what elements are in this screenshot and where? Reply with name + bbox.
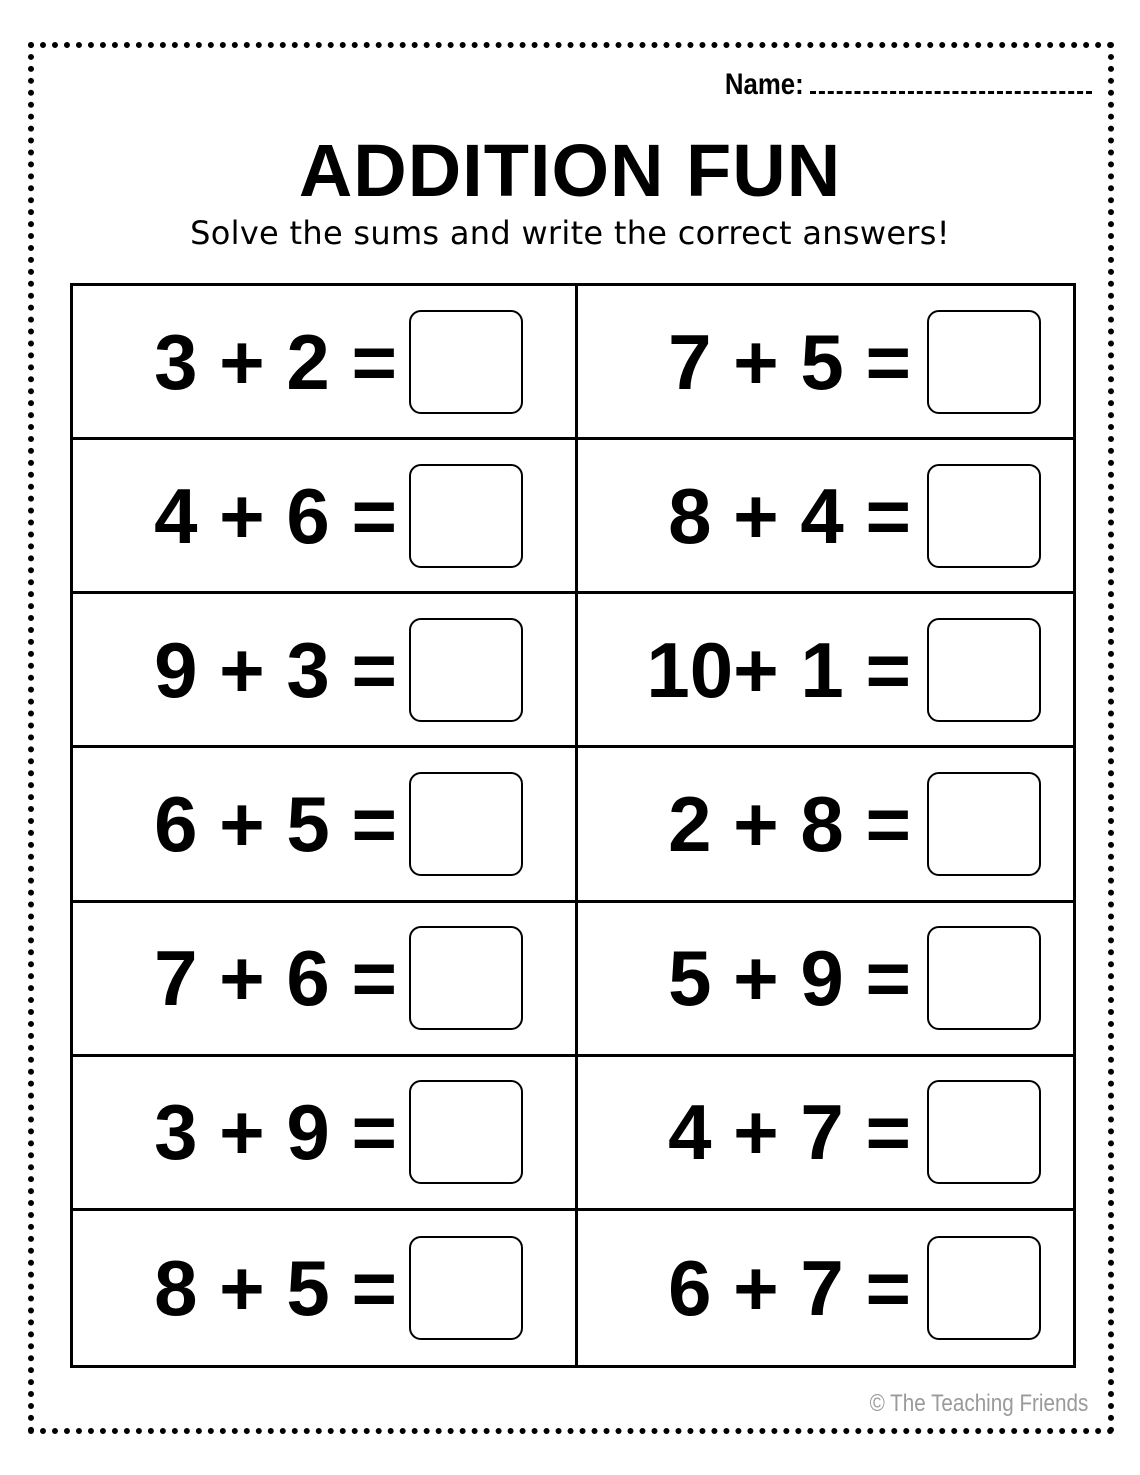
worksheet-title: ADDITION FUN (298, 129, 842, 212)
name-blank-line[interactable] (810, 69, 1092, 94)
problem-cell (578, 903, 1073, 1057)
equation: 2 + 8 = (668, 779, 911, 868)
answer-box[interactable] (409, 772, 523, 876)
answer-box[interactable] (409, 310, 523, 414)
equation: 8 + 4 = (668, 471, 911, 560)
equation: 6 + 7 = (668, 1243, 911, 1332)
problem-cell (578, 1057, 1073, 1211)
equation: 10+ 1 = (646, 625, 911, 714)
equation: 4 + 7 = (668, 1088, 911, 1177)
answer-box[interactable] (927, 310, 1041, 414)
problem-cell (73, 594, 578, 748)
answer-box[interactable] (927, 772, 1041, 876)
name-field[interactable] (712, 68, 1092, 102)
worksheet-instructions: Solve the sums and write the correct answers! (190, 214, 950, 252)
problem-cell (73, 286, 578, 440)
problem-cell (578, 286, 1073, 440)
problem-cell (578, 748, 1073, 902)
copyright-credit: © The Teaching Friends (869, 1390, 1088, 1417)
problem-cell (578, 1211, 1073, 1365)
answer-box[interactable] (409, 926, 523, 1030)
answer-box[interactable] (409, 464, 523, 568)
equation: 4 + 6 = (154, 471, 397, 560)
equation: 7 + 6 = (154, 934, 397, 1023)
equation: 9 + 3 = (154, 625, 397, 714)
problem-cell (73, 748, 578, 902)
problem-cell (73, 1211, 578, 1365)
problem-cell (578, 594, 1073, 748)
equation: 7 + 5 = (668, 317, 911, 406)
name-label: Name: (725, 68, 804, 101)
answer-box[interactable] (927, 464, 1041, 568)
answer-box[interactable] (409, 1080, 523, 1184)
problem-cell (73, 1057, 578, 1211)
equation: 5 + 9 = (668, 934, 911, 1023)
problem-cell (578, 440, 1073, 594)
equation: 3 + 2 = (154, 317, 397, 406)
answer-box[interactable] (927, 1236, 1041, 1340)
equation: 3 + 9 = (154, 1088, 397, 1177)
answer-box[interactable] (409, 1236, 523, 1340)
equation: 8 + 5 = (154, 1243, 397, 1332)
answer-box[interactable] (927, 926, 1041, 1030)
answer-box[interactable] (409, 618, 523, 722)
equation: 6 + 5 = (154, 779, 397, 868)
problem-cell (73, 903, 578, 1057)
answer-box[interactable] (927, 618, 1041, 722)
problem-grid (70, 283, 1076, 1368)
answer-box[interactable] (927, 1080, 1041, 1184)
problem-cell (73, 440, 578, 594)
